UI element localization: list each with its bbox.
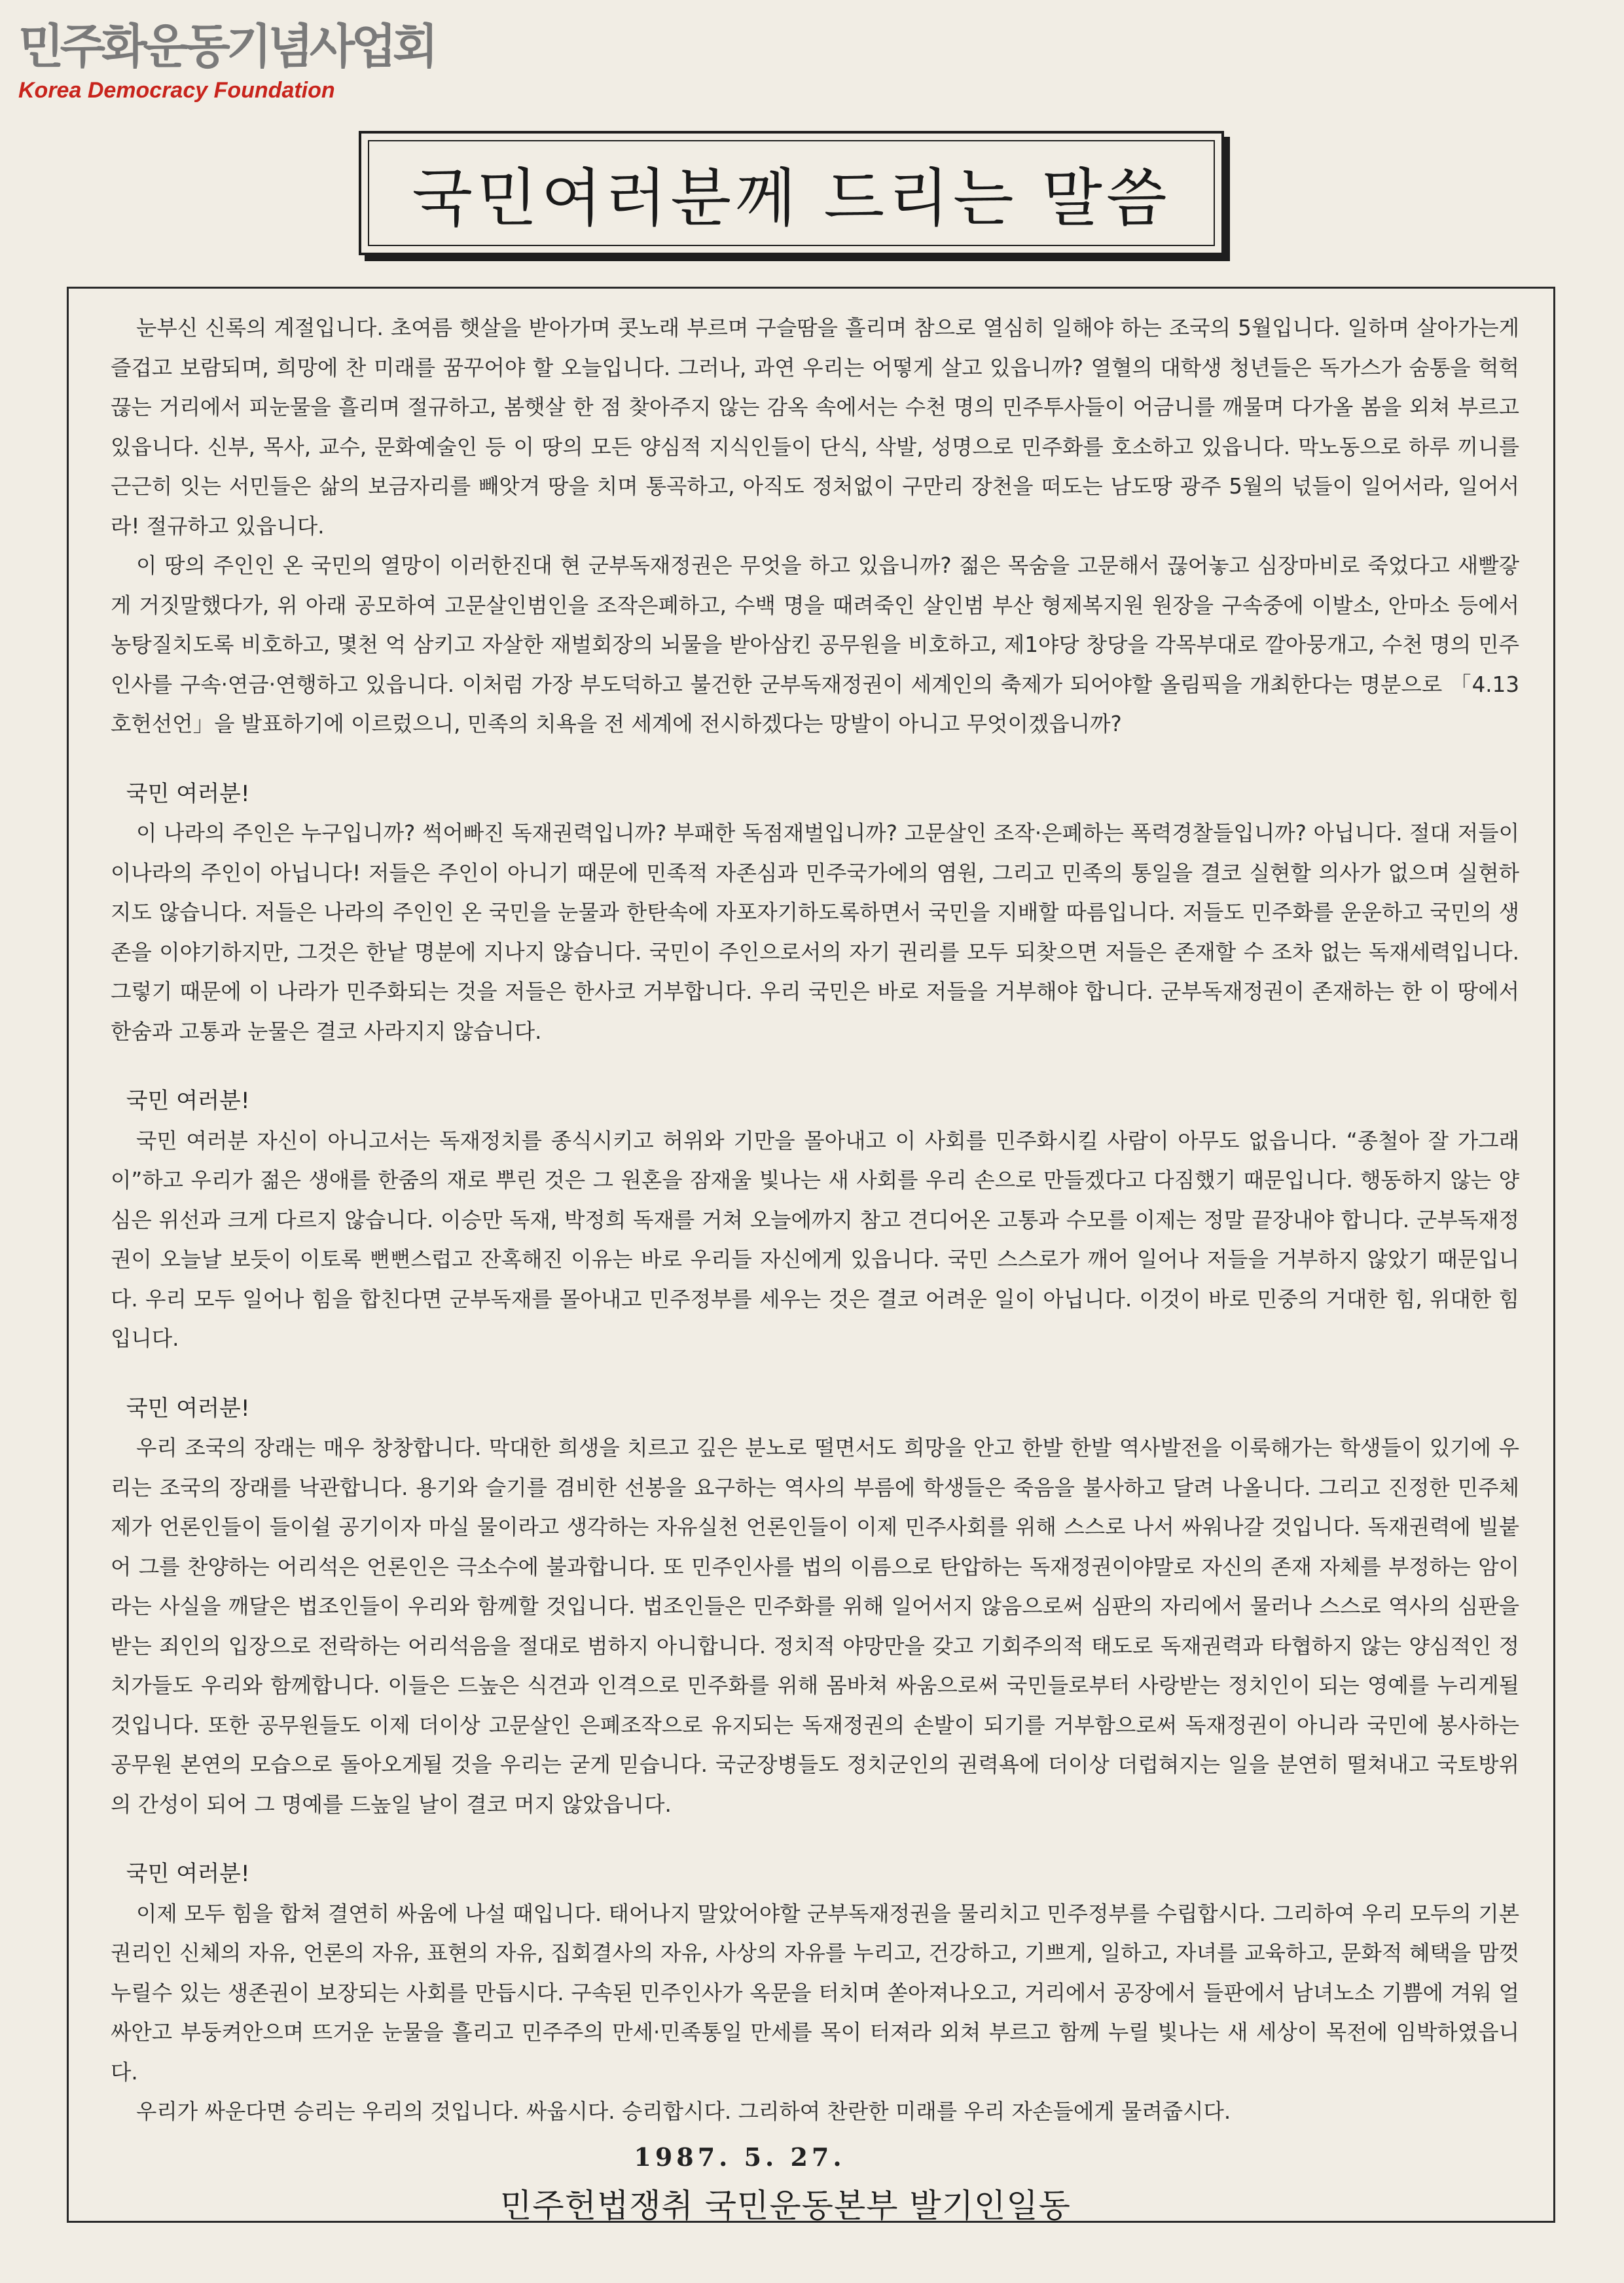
paragraph-6: 이제 모두 힘을 합쳐 결연히 싸움에 나설 때입니다. 태어나지 말았어야할 군부독재정권을 물리치고 민주정부를 수립합시다. 그리하여 우리 모두의 기본권리인 신체의 자유, 언론의 자유, 표현의 자유, 집회결사의 자유, 사상의 자유를 누리고, 건강하고, 기쁘게, 일하고, 자녀를 교육하고, 문화적 혜택을 맘껏 누릴수 있는 생존권이 보장되는 사회를 만듭시다. 구속된 민주인사가 옥문을 터치며 쏟아져나오고, 거리에서 공장에서 들판에서 남녀노소 기쁨에 겨워 얼싸안고 부둥켜안으며 뜨거운 눈물을 흘리고 민주주의 만세·민족통일 만세를 목이 터져라 외쳐 부르고 함께 누릴 빛나는 새 세상이 목전에 임박하였읍니다.: [111, 1901, 1519, 2085]
section-heading-2: 국민 여러분!: [126, 1088, 250, 1114]
watermark-korean-text: 민주화운동기념사업회: [18, 19, 435, 74]
paragraph-1: 눈부신 신록의 계절입니다. 초여름 햇살을 받아가며 콧노래 부르며 구슬땀을 흘리며 참으로 열심히 일해야 하는 조국의 5월입니다. 일하며 살아가는게 즐겁고 보람되며, 희망에 찬 미래를 꿈꾸어야 할 오늘입니다. 그러나, 과연 우리는 어떻게 살고 있읍니까? 열혈의 대학생 청년들은 독가스가 숨통을 헉헉 끊는 거리에서 피눈물을 흘리며 절규하고, 봄햇살 한 점 찾아주지 않는 감옥 속에서는 수천 명의 민주투사들이 어금니를 깨물며 다가올 봄을 외쳐 부르고 있읍니다. 신부, 목사, 교수, 문화예술인 등 이 땅의 모든 양심적 지식인들이 단식, 삭발, 성명으로 민주화를 호소하고 있읍니다. 막노동으로 하루 끼니를 근근히 잇는 서민들은 삶의 보금자리를 빼앗겨 땅을 치며 통곡하고, 아직도 정처없이 구만리 장천을 떠도는 남도땅 광주 5월의 넋들이 일어서라, 일어서라! 절규하고 있읍니다.: [111, 315, 1519, 539]
watermark-logo: [18, 17, 435, 103]
paragraph-2: 이 땅의 주인인 온 국민의 열망이 이러한진대 현 군부독재정권은 무엇을 하고 있읍니까? 젊은 목숨을 고문해서 끊어놓고 심장마비로 죽었다고 새빨갛게 거짓말했다가, 위 아래 공모하여 고문살인범인을 조작은폐하고, 수백 명을 때려죽인 살인범 부산 형제복지원 원장을 구속중에 이발소, 안마소 등에서 농탕질치도록 비호하고, 몇천 억 삼키고 자살한 재벌회장의 뇌물을 받아삼킨 공무원을 비호하고, 제1야당 창당을 각목부대로 깔아뭉개고, 수천 명의 민주인사를 구속·연금·연행하고 있읍니다. 이처럼 가장 부도덕하고 불건한 군부독재정권이 세계인의 축제가 되어야할 올림픽을 개최한다는 명분으로 「4.13호헌선언」을 발표하기에 이르렀으니, 민족의 치욕을 전 세계에 전시하겠다는 망발이 아니고 무엇이겠읍니까?: [111, 553, 1519, 736]
body-frame: [67, 287, 1555, 2223]
closing-line: 우리가 싸운다면 승리는 우리의 것입니다. 싸웁시다. 승리합시다. 그리하여 찬란한 미래를 우리 자손들에게 물려줍시다.: [136, 2099, 1231, 2124]
date-line: 1987. 5. 27.: [634, 2142, 846, 2172]
document-title: 국민여러분께 드리는 말씀: [412, 161, 1171, 235]
paragraph-3: 이 나라의 주인은 누구입니까? 썩어빠진 독재권력입니까? 부패한 독점재벌입니까? 고문살인 조작·은폐하는 폭력경찰들입니까? 아닙니다. 절대 저들이 이나라의 주인이 아닙니다! 저들은 주인이 아니기 때문에 민족적 자존심과 민주국가에의 염원, 그리고 민족의 통일을 결코 실현할 의사가 없으며 실현하지도 않습니다. 저들은 나라의 주인인 온 국민을 눈물과 한탄속에 자포자기하도록하면서 국민을 지배할 따름입니다. 저들도 민주화를 운운하고 국민의 생존을 이야기하지만, 그것은 한낱 명분에 지나지 않습니다. 국민이 주인으로서의 자기 권리를 모두 되찾으면 저들은 존재할 수 조차 없는 독재세력입니다. 그렇기 때문에 이 나라가 민주화되는 것을 저들은 한사코 거부합니다. 우리 국민은 바로 저들을 거부해야 합니다. 군부독재정권이 존재하는 한 이 땅에서 한숨과 고통과 눈물은 결코 사라지지 않습니다.: [111, 821, 1519, 1044]
title-box-inner-border: [368, 140, 1215, 246]
watermark-english-text: Korea Democracy Foundation: [18, 78, 335, 103]
body-content: [111, 308, 1519, 2230]
section-heading-1: 국민 여러분!: [126, 780, 250, 807]
signature-line: 민주헌법쟁취 국민운동본부 발기인일동: [500, 2186, 1071, 2225]
section-heading-4: 국민 여러분!: [126, 1861, 250, 1887]
section-heading-3: 국민 여러분!: [126, 1395, 250, 1422]
paragraph-4: 국민 여러분 자신이 아니고서는 독재정치를 종식시키고 허위와 기만을 몰아내고 이 사회를 민주화시킬 사람이 아무도 없읍니다. “종철아 잘 가그래이”하고 우리가 젊은 생애를 한줌의 재로 뿌린 것은 그 원혼을 잠재울 빛나는 새 사회를 우리 손으로 만들겠다고 다짐했기 때문입니다. 행동하지 않는 양심은 위선과 크게 다르지 않습니다. 이승만 독재, 박정희 독재를 거쳐 오늘에까지 참고 견디어온 고통과 수모를 이제는 정말 끝장내야 합니다. 군부독재정권이 오늘날 보듯이 이토록 뻔뻔스럽고 잔혹해진 이유는 바로 우리들 자신에게 있읍니다. 국민 스스로가 깨어 일어나 저들을 거부하지 않았기 때문입니다. 우리 모두 일어나 힘을 합친다면 군부독재를 몰아내고 민주정부를 세우는 것은 결코 어려운 일이 아닙니다. 이것이 바로 민중의 거대한 힘, 위대한 힘입니다.: [111, 1128, 1519, 1351]
title-box: [359, 131, 1224, 255]
paragraph-5: 우리 조국의 장래는 매우 창창합니다. 막대한 희생을 치르고 깊은 분노로 떨면서도 희망을 안고 한발 한발 역사발전을 이룩해가는 학생들이 있기에 우리는 조국의 장래를 낙관합니다. 용기와 슬기를 겸비한 선봉을 요구하는 역사의 부름에 학생들은 죽음을 불사하고 달려 나올니다. 그리고 진정한 민주체제가 언론인들이 들이쉴 공기이자 마실 물이라고 생각하는 자유실천 언론인들이 이제 민주사회를 위해 스스로 나서 싸워나갈 것입니다. 독재권력에 빌붙어 그를 찬양하는 어리석은 언론인은 극소수에 불과합니다. 또 민주인사를 법의 이름으로 탄압하는 독재정권이야말로 자신의 존재 자체를 부정하는 암이라는 사실을 깨달은 법조인들이 우리와 함께할 것입니다. 법조인들은 민주화를 위해 일어서지 않음으로써 심판의 자리에서 물러나 스스로 역사의 심판을 받는 죄인의 입장으로 전락하는 어리석음을 절대로 범하지 아니합니다. 정치적 야망만을 갖고 기회주의적 태도로 독재권력과 타협하지 않는 양심적인 정치가들도 우리와 함께합니다. 이들은 드높은 식견과 인격으로 민주화를 위해 몸바쳐 싸움으로써 국민들로부터 사랑받는 정치인이 되는 영예를 누리게될 것입니다. 또한 공무원들도 이제 더이상 고문살인 은폐조작으로 유지되는 독재정권의 손발이 되기를 거부함으로써 독재정권이 아니라 국민에 봉사하는 공무원 본연의 모습으로 돌아오게될 것을 우리는 굳게 믿습니다. 국군장병들도 정치군인의 권력욕에 더이상 더럽혀지는 일을 분연히 떨쳐내고 국토방위의 간성이 되어 그 명예를 드높일 날이 결코 머지 않았읍니다.: [111, 1435, 1519, 1817]
